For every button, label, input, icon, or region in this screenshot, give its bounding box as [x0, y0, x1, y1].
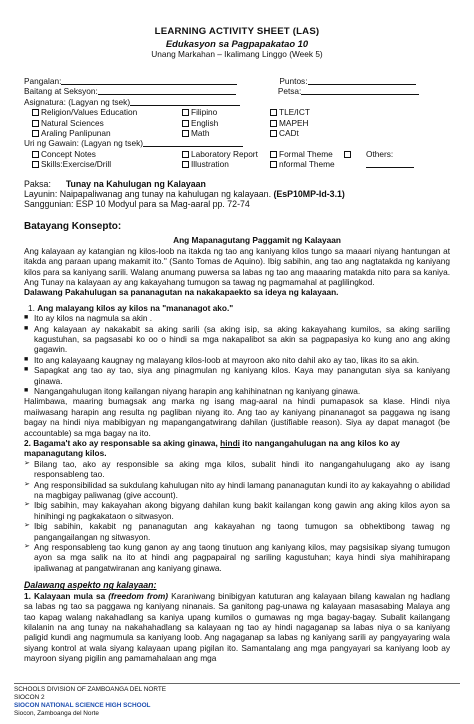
footer-divider	[14, 683, 460, 684]
point-1-number: 1.	[28, 302, 35, 313]
science-label: Natural Sciences	[41, 117, 104, 128]
aspect-1-text: Karaniwang binibigyan katuturan ang kalayaan bilang kawalan ng hadlang sa labas ng tao sa paggawa ng kaniyang ninanais. Sa ganitong pag-unawa ng kalayaan masasabing Malaya ang tao kapag walang nakahadlang sa kaniya upang kumilos o gumawas ng mga bagay-bagay. Subalit kailangang kilalanin na ang tunay na nakahahadlang sa kalayaan ng tao ay hindi nagaganap sa labas niya o sa kaniyang paligid kundi ang nagmumula sa kaniyang loob. Ang nagaganap sa labas ng kaniyang sarili ay pangyayaring wala siyang kontrol at wala siyang kalayaan upang pigilan ito. Samantalang ang mga pangyayari sa kaniyang loob ay mayroon siyang pigilin ang pamamahalaan ang mga	[24, 590, 450, 664]
subject-row-2	[24, 118, 450, 128]
others-field[interactable]	[366, 159, 414, 168]
activity-check-line	[143, 138, 243, 147]
activity-check-label: Uri ng Gawain: (Lagyan ng tsek)	[24, 138, 143, 149]
date-label: Petsa:	[277, 86, 302, 97]
quarter-label: Unang Markahan – Ikalimang Linggo (Week 5)	[151, 49, 323, 59]
list-item: ➢ Ang responsableng tao kung ganon ay ang taong tinutuon ang kaniyang kilos, may pagsisikap siyang tumugon ayon sa mga salik na ito at hindi ang pagpapairal ng sariling kagustuhan; kaya hindi siya mahihirapang ipaliwanag at pangatwiranan ang kaniyang ginawa.	[24, 542, 450, 573]
formal-theme-checkbox[interactable]	[270, 151, 277, 158]
list-item: ➢ Ibig sabihin, may kakayahan akong bigyang dahilan kung bakit kailangan kong gawin ang aking kilos ayon sa hinihingi ng pagkakataon o sitwasyon.	[24, 500, 450, 521]
footer-school: SIOCON NATIONAL SCIENCE HIGH SCHOOL	[14, 702, 151, 709]
subject-check-line	[130, 97, 240, 106]
list-item: ■ Ito ang kalayaang kaugnay ng malayang kilos-loob at mayroon ako nito dahil ako ay tao, likas ito sa akin.	[24, 354, 420, 365]
ap-checkbox[interactable]	[32, 130, 39, 137]
name-row	[24, 76, 450, 86]
topic-value: Tunay na Kahulugan ng Kalayaan	[65, 178, 206, 189]
example-paragraph: Halimbawa, maaring bumagsak ang marka ng isang mag-aaral na hindi pumapasok sa klase. Hindi niya maiiwasang harapin ang resulta ng pagliban niyang ito. Ang tao ay kaniyang pinananagot sa paggawa ng isang bagay na hindi niya mabibigyan ng mapangangatwirang dahilan (justifiable reason). Siya ay dapat managot (be accountable) sa mga bagay na ito.	[24, 396, 450, 438]
footer-address: Siocon, Zamboanga del Norte	[14, 710, 99, 717]
point-1	[24, 303, 450, 313]
skills-checkbox[interactable]	[32, 161, 39, 168]
filipino-checkbox[interactable]	[182, 109, 189, 116]
bullet-square-icon: ■	[24, 386, 29, 394]
subject-row-1	[24, 107, 450, 117]
score-field[interactable]	[308, 76, 416, 85]
science-checkbox[interactable]	[32, 120, 39, 127]
name-field[interactable]	[61, 76, 237, 85]
cadt-label: CADt	[279, 128, 299, 139]
name-label: Pangalan:	[24, 76, 62, 86]
list-item: ■ Nangangahulugan itong kailangan niyang harapin ang kahihinatnan ng kaniyang ginawa.	[24, 385, 361, 396]
ap-label: Araling Panlipunan	[41, 128, 111, 139]
aspect-1-label: 1. Kalayaan mula sa	[24, 590, 106, 601]
subject-title: Edukasyon sa Pagpapakatao 10	[165, 37, 309, 49]
concept-notes-checkbox[interactable]	[32, 151, 39, 158]
list-item: ➢ Bilang tao, ako ay responsible sa aking mga kilos, subalit hindi ito nangangahulugang ako ay isang responsableng tao.	[24, 458, 450, 480]
informal-theme-label: nformal Theme	[279, 159, 335, 170]
aspect-1-term: (freedom from)	[108, 590, 169, 601]
tle-checkbox[interactable]	[270, 109, 277, 116]
illustration-checkbox[interactable]	[182, 161, 189, 168]
two-meanings: Dalawang Pakahulugan sa pananagutan na nakakapaektо sa ideya ng kalayaan.	[24, 287, 339, 298]
mapeh-checkbox[interactable]	[270, 120, 277, 127]
bullet-arrow-icon: ➢	[24, 501, 30, 509]
score-label: Puntos:	[279, 76, 308, 86]
objective-label: Layunin:	[24, 189, 58, 200]
objective-value: Naipapaliwanag ang tunay na kahulugan ng kalayaan.	[59, 189, 272, 200]
topic-label: Paksa:	[24, 178, 51, 189]
bullet-list-1	[24, 313, 450, 396]
english-checkbox[interactable]	[182, 120, 189, 127]
tle-label: TLE/ICT	[279, 107, 310, 118]
lab-report-label: Laboratory Report	[191, 148, 258, 159]
point-2-text: 2. Bagama't ako ay responsable sa aking ginawa,	[24, 438, 218, 448]
others-checkbox[interactable]	[344, 151, 351, 158]
subject-check-label: Asignatura: (Lagyan ng tsek)	[24, 96, 131, 107]
reference-line	[24, 199, 450, 209]
reference-label: Sanggunian:	[24, 199, 74, 210]
list-item: ■ Ito ay kilos na nagmula sa akin .	[24, 313, 153, 324]
subject-check-header	[24, 97, 450, 107]
activity-check-header	[24, 138, 450, 148]
religion-checkbox[interactable]	[32, 109, 39, 116]
subject-row-3	[24, 128, 450, 138]
informal-theme-checkbox[interactable]	[270, 161, 277, 168]
list-item: ■ Sapagkat ang tao ay tao, siya ang pinagmulan ng kaniyang kilos. Kaya may panangutan siya sa kaniyang ginawa.	[24, 365, 450, 386]
section-row	[24, 86, 450, 96]
bullet-square-icon: ■	[24, 324, 29, 332]
english-label: English	[191, 117, 219, 128]
lab-report-checkbox[interactable]	[182, 151, 189, 158]
footer	[14, 686, 166, 718]
mapeh-label: MAPEH	[279, 117, 309, 128]
illustration-label: Illustration	[191, 159, 229, 170]
section-field[interactable]	[98, 86, 236, 95]
bullet-arrow-icon: ➢	[24, 543, 30, 551]
math-label: Math	[191, 128, 210, 139]
footer-district: SIOCON 2	[14, 694, 45, 701]
point-2	[24, 438, 450, 459]
concept-heading: Batayang Konsepto:	[24, 220, 122, 232]
bullet-square-icon: ■	[24, 366, 29, 374]
reference-value: ESP 10 Modyul para sa Mag-aaral pp. 72-74	[75, 199, 250, 210]
religion-label: Religion/Values Education	[41, 107, 138, 118]
bullet-list-2	[24, 459, 450, 573]
point-2-rest: ito nangangahulugan na ang kilos ko ay mapanagutang kilos.	[24, 438, 400, 459]
bullet-square-icon: ■	[24, 314, 29, 322]
section-label: Baitang at Seksyon:	[24, 86, 98, 97]
concept-notes-label: Concept Notes	[41, 148, 96, 159]
aspects-heading: Dalawang aspekto ng kalayaan:	[24, 580, 157, 591]
concept-title: Ang Mapanagutang Paggamit ng Kalayaan	[173, 235, 341, 246]
list-item: ■ Ang kalayaan ay nakakabit sa aking sarili (sa aking isip, sa aking kakayahang kumilos, sa aking sariling kagustuhan, sa pagsasabi ko oo o hindi sa mga nakapalibot sa akin sa pagpapasiya ko kung ano ang aking gagawin.	[24, 323, 450, 355]
date-field[interactable]	[301, 86, 419, 95]
aspect-1	[24, 591, 450, 664]
activity-row-2	[24, 159, 450, 169]
sheet-title: LEARNING ACTIVITY SHEET (LAS)	[154, 26, 320, 37]
concept-intro: Ang kalayaan ay katangian ng kilos-loob na itakda ng tao ang kaniyang kilos tungo sa maaari niyang hantungan at itakda ang paraan upang makamit ito." (Santo Tomas de Aquino). Ibig sabihin, ang tao ang nagtatakda ng kaniyang kilos para sa kaniyang sarili. Walang anumang puwersa sa labas ng tao ang maaaring matakda nito para sa kaniya. Ang Tunay na kalayaan ay ang kakayahang tumugon sa tawag ng pagmamahal at paglilingkod.	[24, 245, 450, 287]
topic-line	[24, 179, 450, 189]
list-item: ➢ Ibig sabihin, kakabit ng pananagutan ang kakayahan ng taong tumugon sa obhektibong tawag ng pangangailangan ng sitwasyon.	[24, 521, 450, 542]
bullet-square-icon: ■	[24, 355, 29, 363]
point-1-text: Ang malayang kilos ay kilos na "mananagot ako."	[37, 302, 234, 313]
others-label: Others:	[366, 148, 394, 159]
cadt-checkbox[interactable]	[270, 130, 277, 137]
footer-division: SCHOOLS DIVISION OF ZAMBOANGA DEL NORTE	[14, 686, 166, 693]
objective-code: (EsP10MP-Id-3.1)	[273, 189, 345, 200]
bullet-arrow-icon: ➢	[24, 480, 30, 488]
activity-sheet-page	[24, 26, 450, 664]
formal-theme-label: Formal Theme	[279, 148, 333, 159]
math-checkbox[interactable]	[182, 130, 189, 137]
skills-label: Skills:Exercise/Drill	[41, 159, 112, 170]
bullet-arrow-icon: ➢	[24, 459, 30, 467]
activity-row-1	[24, 149, 450, 159]
objective-line	[24, 189, 450, 199]
point-2-underlined: hindi	[220, 438, 240, 448]
filipino-label: Filipino	[191, 107, 218, 118]
bullet-arrow-icon: ➢	[24, 522, 30, 530]
list-item: ➢ Ang responsibilidad sa sukdulang kahulugan nito ay hindi lamang pananagutan kundi ito ay kakayahng o abilidad na magbigay paliwanag (give account).	[24, 479, 450, 501]
